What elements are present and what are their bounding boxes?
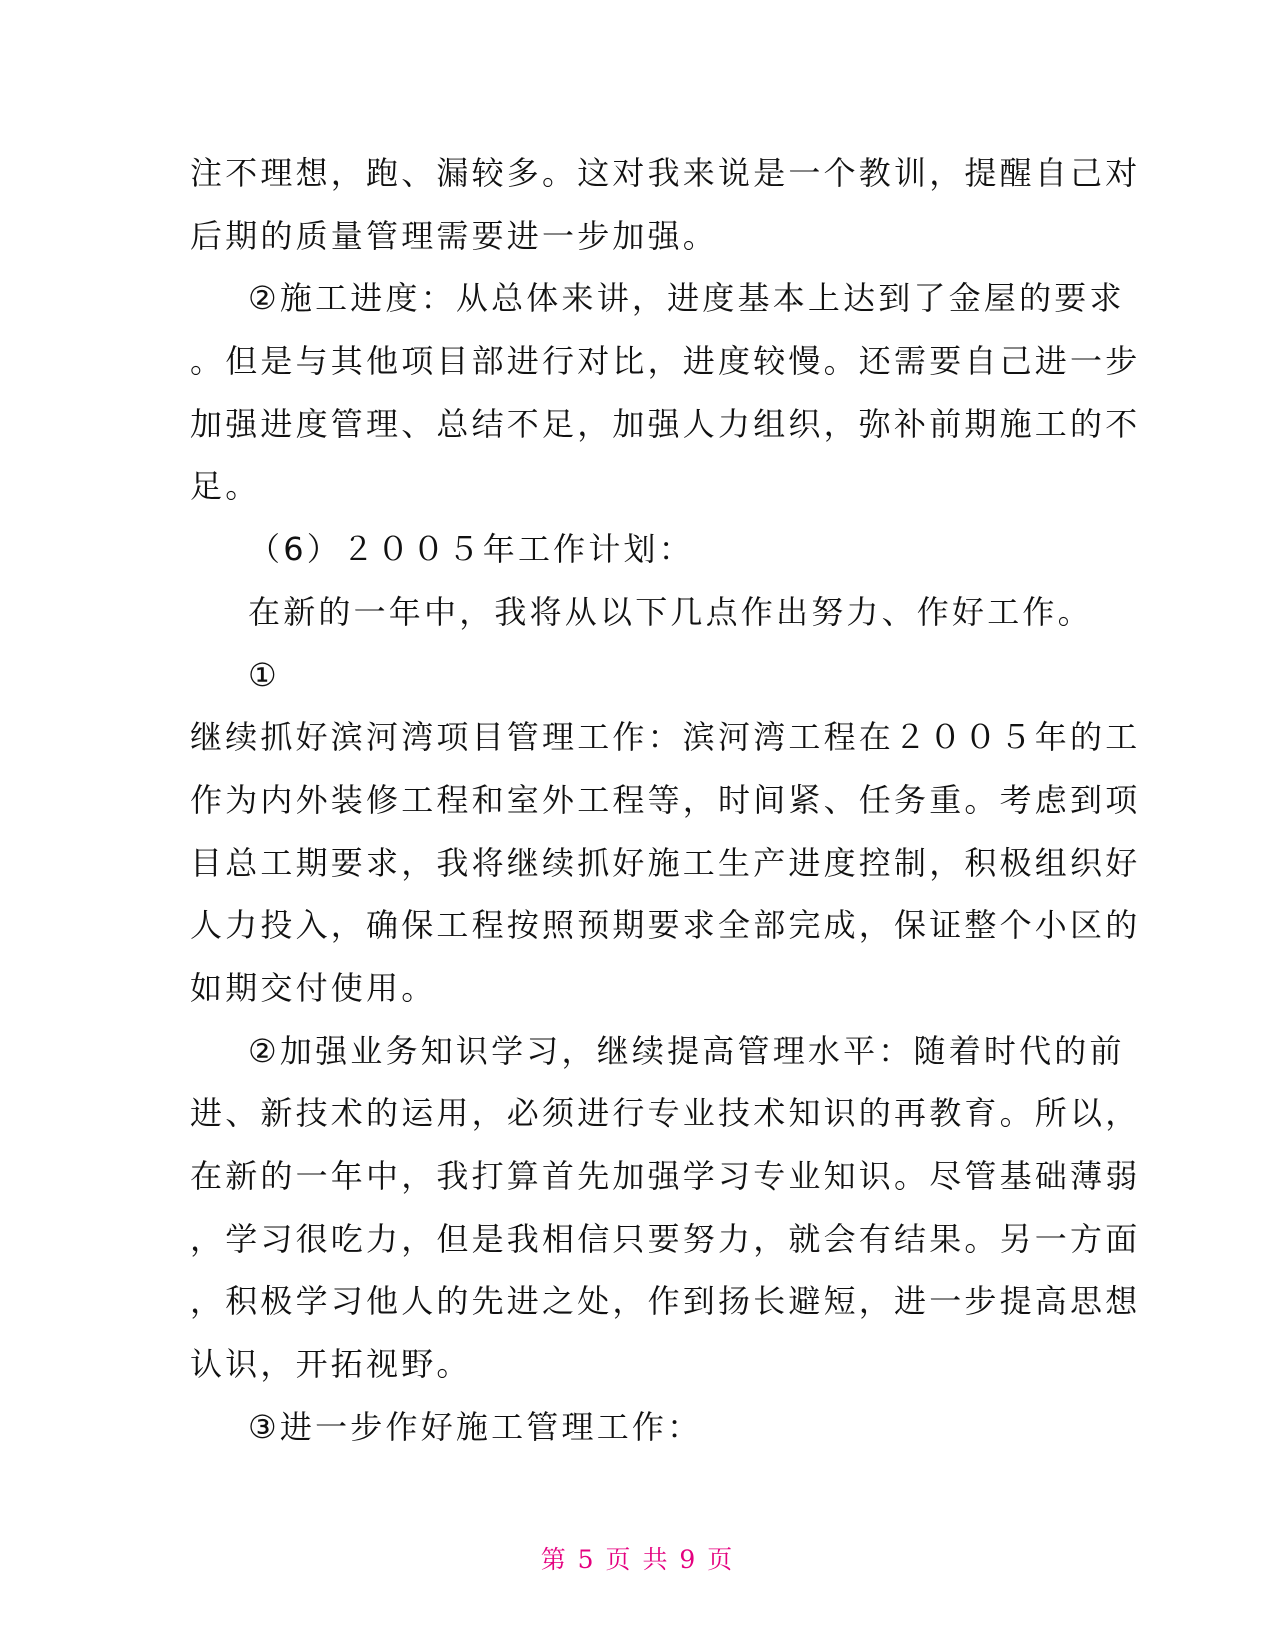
text-line: ① [248,655,280,694]
page-footer [0,1540,1275,1576]
text-line: ③进一步作好施工管理工作： [248,1407,703,1446]
text-line: 人力投入，确保工程按照预期要求全部完成，保证整个小区的 [190,906,1141,945]
text-line: （6）２００５年工作计划： [248,530,694,569]
text-line: 。但是与其他项目部进行对比，进度较慢。还需要自己进一步 [190,342,1141,381]
text-line: ，学习很吃力，但是我相信只要努力，就会有结果。另一方面 [190,1219,1141,1258]
text-line: ②施工进度：从总体来讲，进度基本上达到了金屋的要求 [248,279,1125,318]
text-line: 注不理想，跑、漏较多。这对我来说是一个教训，提醒自己对 [190,154,1141,192]
text-line: 在新的一年中，我打算首先加强学习专业知识。尽管基础薄弱 [190,1157,1141,1195]
text-line: 如期交付使用。 [190,968,437,1007]
text-line: 足。 [190,467,261,506]
text-line: 进、新技术的运用，必须进行专业技术知识的再教育。所以， [190,1094,1141,1133]
document-body [190,142,1141,1458]
text-line: ，积极学习他人的先进之处，作到扬长避短，进一步提高思想 [190,1282,1141,1321]
text-line: 作为内外装修工程和室外工程等，时间紧、任务重。考虑到项 [190,780,1141,819]
text-line: 加强进度管理、总结不足，加强人力组织，弥补前期施工的不 [190,404,1141,443]
text-line: 目总工期要求，我将继续抓好施工生产进度控制，积极组织好 [190,843,1141,882]
text-line: 继续抓好滨河湾项目管理工作：滨河湾工程在２００５年的工 [190,718,1141,757]
text-line: 在新的一年中，我将从以下几点作出努力、作好工作。 [248,592,1093,631]
text-line: 后期的质量管理需要进一步加强。 [190,216,719,255]
text-line: ②加强业务知识学习，继续提高管理水平：随着时代的前 [248,1031,1125,1070]
page-number-label: 第 5 页 共 9 页 [540,1545,735,1574]
text-line: 认识，开拓视野。 [190,1345,472,1384]
